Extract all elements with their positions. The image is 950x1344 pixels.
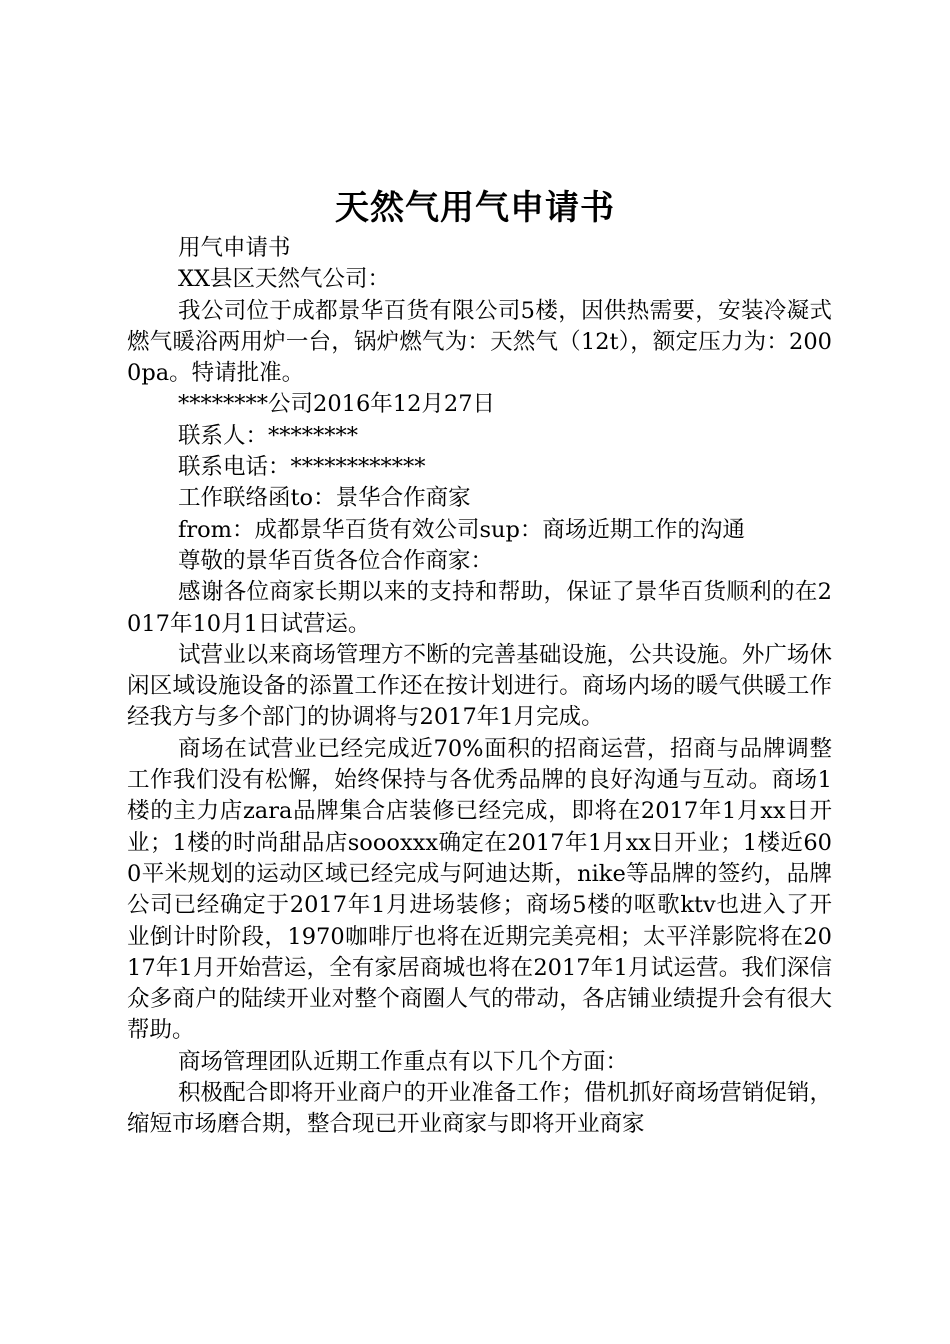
paragraph-contact-person: 联系人：******** [178, 422, 359, 449]
paragraph-letter-to: 工作联络函to：景华合作商家 [178, 485, 471, 512]
document-title: 天然气用气申请书 [335, 188, 615, 228]
paragraph-focus-intro: 商场管理团队近期工作重点有以下几个方面： [178, 1048, 629, 1075]
paragraph-request: 我公司位于成都景华百货有限公司5楼，因供热需要，安装冷凝式燃气暖浴两用炉一台，锅炉燃气为：天然气（12t），额定压力为：2000pa。特请批准。 [127, 297, 832, 387]
paragraph-heading: 用气申请书 [178, 235, 291, 261]
paragraph-facilities: 试营业以来商场管理方不断的完善基础设施，公共设施。外广场休闲区域设施设备的添置工作还在按计划进行。商场内场的暖气供暖工作经我方与多个部门的协调将与2017年1月完成。 [127, 641, 832, 731]
paragraph-signature-date: ********公司2016年12月27日 [178, 391, 496, 418]
document-body [127, 233, 832, 1141]
paragraph-salutation: 尊敬的景华百货各位合作商家： [178, 547, 494, 574]
paragraph-addressee: XX县区天然气公司： [178, 266, 391, 293]
paragraph-tenants: 商场在试营业已经完成近70%面积的招商运营，招商与品牌调整工作我们没有松懈，始终保持与各优秀品牌的良好沟通与互动。商场1楼的主力店zara品牌集合店装修已经完成，即将在2017年1月xx日开业；1楼的时尚甜品店soooxxx确定在2017年1月xx日开业；1楼近600平米规划的运动区域已经完成与阿迪达斯，nike等品牌的签约，品牌公司已经确定于2017年1月进场装修；商场5楼的呕歌ktv也进入了开业倒计时阶段，1970咖啡厅也将在近期完美亮相；太平洋影院将在2017年1月开始营运，全有家居商城也将在2017年1月试运营。我们深信众多商户的陆续开业对整个商圈人气的带动，各店铺业绩提升会有很大帮助。 [127, 735, 832, 1044]
paragraph-letter-from: from：成都景华百货有效公司sup：商场近期工作的沟通 [178, 516, 745, 543]
paragraph-contact-phone: 联系电话：************ [178, 454, 426, 481]
paragraph-focus-item: 积极配合即将开业商户的开业准备工作；借机抓好商场营销促销，缩短市场磨合期，整合现已开业商家与即将开业商家 [127, 1080, 832, 1138]
paragraph-thanks: 感谢各位商家长期以来的支持和帮助，保证了景华百货顺利的在2017年10月1日试营运。 [127, 579, 832, 637]
